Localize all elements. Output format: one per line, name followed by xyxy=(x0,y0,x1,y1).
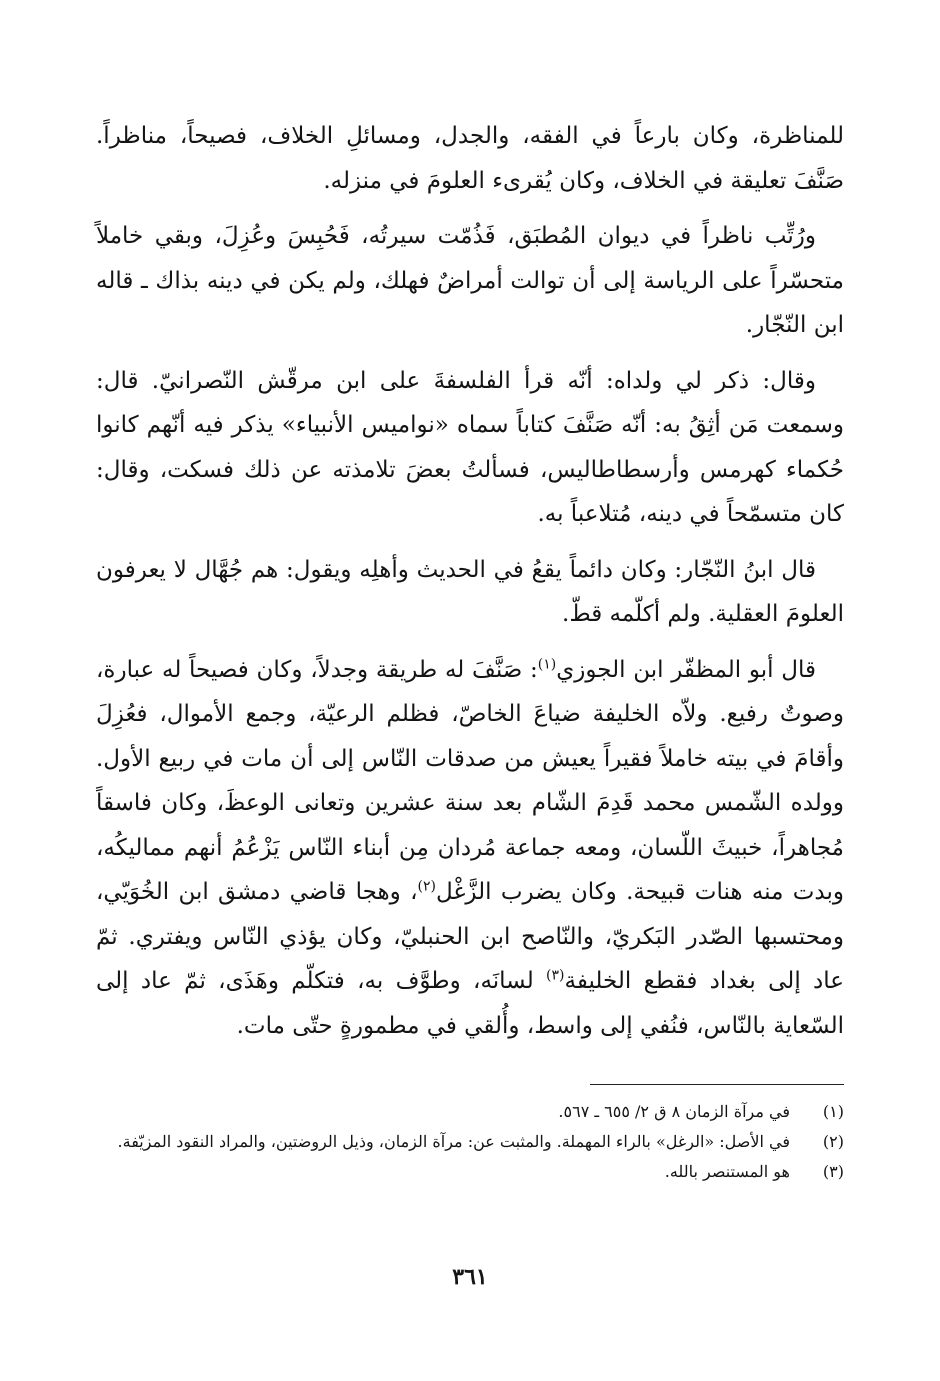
main-text xyxy=(96,114,844,1059)
paragraph-5-text-4: لسانَه، وطوَّف به، فتكلّم وهَذَى، ثمّ عاد إلى السّعاية بالنّاس، فنُفي إلى واسط، وأُلقي في مطمورةٍ حتّى مات. xyxy=(96,968,844,1039)
paragraph-5-text-1: قال أبو المظفّر ابن الجوزي xyxy=(556,656,816,683)
paragraph-5-text-2: : صَنَّفَ له طريقة وجدلاً، وكان فصيحاً له عبارة، وصوتٌ رفيع. ولاّه الخليفة ضياعَ الخاصّ، فظلم الرعيّة، وجمع الأموال، فعُزِلَ وأقامَ في بيته خاملاً فقيراً يعيش من صدقات النّاس إلى أن مات في ربيع الأول. وولده الشّمس محمد قَدِمَ الشّام بعد سنة عشرين وتعانى الوعظَ، وكان فاسقاً مُجاهراً، خبيثَ اللّسان، ومعه جماعة مُردان مِن أبناء النّاس يَزْعُمُ أنهم مماليكُه، وبدت منه هنات قبيحة. وكان يضرب الزَّغْل xyxy=(96,656,844,905)
footnote-ref-3: (٣) xyxy=(546,967,565,984)
paragraph-5-text-3: ، وهجا قاضي دمشق ابن الخُوَيّي، ومحتسبها الصّدر البَكريّ، والنّاصح ابن الحنبليّ، وكان يؤذي النّاس ويفتري. ثمّ عاد إلى بغداد فقطع الخليفة xyxy=(96,879,844,994)
paragraph-5 xyxy=(96,648,844,1049)
footnotes xyxy=(96,1098,844,1188)
footnote-text: في مرآة الزمان ٨ ق ٢/ ٦٥٥ ـ ٥٦٧. xyxy=(558,1102,790,1121)
footnote-2 xyxy=(96,1128,844,1156)
footnote-text: هو المستنصر بالله. xyxy=(664,1162,790,1181)
paragraph-3: وقال: ذكر لي ولداه: أنّه قرأ الفلسفةَ على ابن مرقّش النّصرانيّ. قال: وسمعت مَن أثِقُ به: أنّه صَنَّفَ كتاباً سماه «نواميس الأنبياء» يذكر فيه أنّهم كانوا حُكماء كهرمس وأرسطاطاليس، فسألتُ بعضَ تلامذته عن ذلك فسكت، وقال: كان متسمّحاً في دينه، مُتلاعباً به. xyxy=(96,367,844,527)
footnote-1 xyxy=(96,1098,844,1126)
paragraph-2: ورُتِّب ناظراً في ديوان المُطبَق، فَذُمّت سيرتُه، فَحُبِسَ وعُزِلَ، وبقي خاملاً متحسّراً على الرياسة إلى أن توالت أمراضٌ فهلك، ولم يكن في دينه بذاك ـ قاله ابن النّجّار. xyxy=(96,223,844,338)
paragraph-1: للمناظرة، وكان بارعاً في الفقه، والجدل، ومسائلِ الخلاف، فصيحاً، مناظراً. صَنَّفَ تعليقة في الخلاف، وكان يُقرىء العلومَ في منزله. xyxy=(96,123,844,194)
page-number: ٣٦١ xyxy=(452,1264,488,1290)
footnote-ref-2: (٢) xyxy=(417,878,436,895)
footnote-number: (١) xyxy=(822,1102,844,1121)
footnote-ref-1: (١) xyxy=(537,655,557,672)
footnote-number: (٢) xyxy=(822,1132,844,1151)
footnote-text: في الأصل: «الرغل» بالراء المهملة. والمثبت عن: مرآة الزمان، وذيل الروضتين، والمراد النقود المزيّفة. xyxy=(117,1132,790,1151)
footnote-number: (٣) xyxy=(822,1162,844,1181)
footnote-separator xyxy=(590,1084,844,1085)
footnote-3 xyxy=(96,1158,844,1186)
paragraph-4: قال ابنُ النّجّار: وكان دائماً يقعُ في الحديث وأهلِه ويقول: هم جُهَّال لا يعرفون العلومَ العقلية. ولم أكلّمه قطّ. xyxy=(96,556,844,627)
